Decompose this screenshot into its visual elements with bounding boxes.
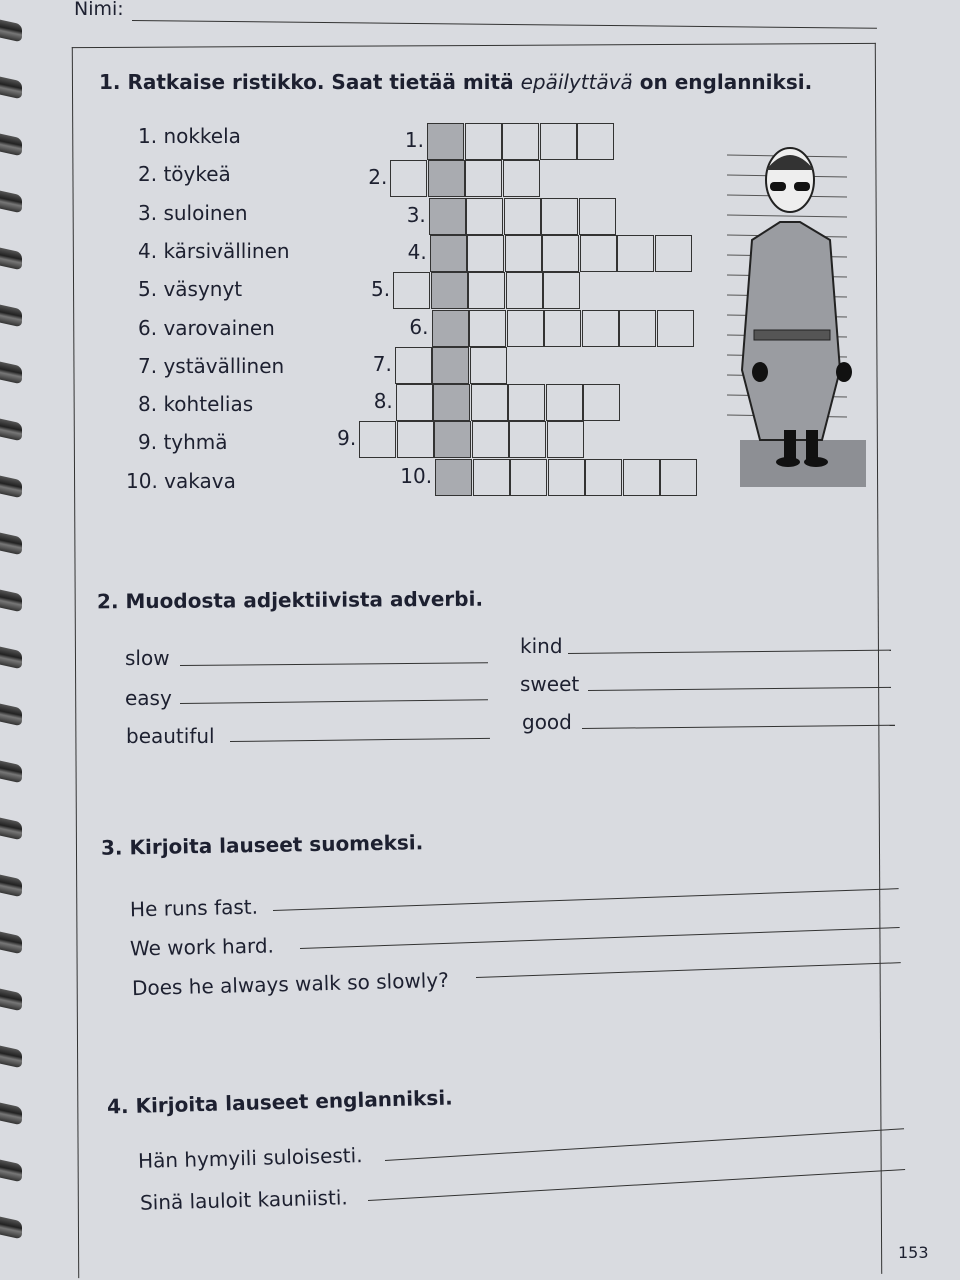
spiral-ring xyxy=(0,419,22,442)
crossword-cell-solution[interactable] xyxy=(434,421,471,458)
crossword-cell-solution[interactable] xyxy=(432,347,469,384)
crossword-cell[interactable] xyxy=(472,421,509,458)
clue-item: 1. nokkela xyxy=(138,124,241,148)
clue-item: 7. ystävällinen xyxy=(138,353,285,378)
detective-illustration xyxy=(722,140,868,490)
spiral-ring xyxy=(0,1046,22,1069)
crossword-cell[interactable] xyxy=(580,235,617,272)
crossword-cell-solution[interactable] xyxy=(430,235,467,272)
sentence: Sinä lauloit kauniisti. xyxy=(139,1185,348,1215)
title-text: on englanniksi. xyxy=(632,70,813,94)
crossword-cell[interactable] xyxy=(503,160,540,197)
spiral-ring xyxy=(0,248,22,271)
grid-row-label: 10. xyxy=(400,463,433,488)
crossword-cell[interactable] xyxy=(543,272,580,309)
grid-row-label: 7. xyxy=(372,351,392,376)
spiral-ring xyxy=(0,989,22,1012)
crossword-cell[interactable] xyxy=(623,459,660,496)
grid-row-label: 4. xyxy=(407,239,427,264)
word-slow: slow xyxy=(125,646,170,670)
word-good: good xyxy=(522,710,572,734)
crossword-cell[interactable] xyxy=(617,235,654,272)
word-easy: easy xyxy=(125,686,172,710)
crossword-cell-solution[interactable] xyxy=(431,272,468,309)
crossword-cell[interactable] xyxy=(657,310,694,347)
crossword-cell[interactable] xyxy=(540,123,577,160)
clue-item: 3. suloinen xyxy=(138,200,248,225)
crossword-cell[interactable] xyxy=(504,198,541,235)
grid-row-label: 3. xyxy=(406,202,426,227)
sentence: Does he always walk so slowly? xyxy=(131,967,450,1001)
spiral-ring xyxy=(0,590,22,613)
spiral-ring xyxy=(0,704,22,727)
exercise1-title xyxy=(99,70,812,94)
crossword-cell-solution[interactable] xyxy=(433,384,470,421)
spiral-ring xyxy=(0,77,22,100)
crossword-cell-solution[interactable] xyxy=(429,198,466,235)
grid-row-label: 5. xyxy=(371,277,391,302)
crossword-cell[interactable] xyxy=(619,310,656,347)
spiral-ring xyxy=(0,134,22,157)
crossword-cell[interactable] xyxy=(510,459,547,496)
crossword-cell[interactable] xyxy=(582,310,619,347)
crossword-cell-solution[interactable] xyxy=(427,123,464,160)
spiral-ring xyxy=(0,761,22,784)
crossword-cell[interactable] xyxy=(470,347,507,384)
crossword-cell[interactable] xyxy=(541,198,578,235)
crossword-cell[interactable] xyxy=(655,235,692,272)
spiral-ring xyxy=(0,875,22,898)
crossword-cell[interactable] xyxy=(468,272,505,309)
crossword-cell[interactable] xyxy=(546,384,583,421)
title-text: 1. Ratkaise ristikko. Saat tietää mitä xyxy=(99,70,521,94)
name-input-line[interactable] xyxy=(132,20,877,29)
spiral-ring xyxy=(0,818,22,841)
name-label: Nimi: xyxy=(74,0,124,20)
crossword-cell[interactable] xyxy=(507,310,544,347)
grid-row-label: 6. xyxy=(409,314,429,339)
crossword-cell[interactable] xyxy=(502,123,539,160)
crossword-cell[interactable] xyxy=(542,235,579,272)
exercise2-title: 2. Muodosta adjektiivista adverbi. xyxy=(96,586,484,614)
crossword-cell[interactable] xyxy=(465,160,502,197)
crossword-cell[interactable] xyxy=(473,459,510,496)
crossword-cell[interactable] xyxy=(577,123,614,160)
grid-row-label: 8. xyxy=(373,389,393,414)
crossword-cell[interactable] xyxy=(471,384,508,421)
crossword-cell[interactable] xyxy=(585,459,622,496)
word-beautiful: beautiful xyxy=(126,724,215,748)
clue-item: 6. varovainen xyxy=(138,315,275,340)
clue-item: 9. tyhmä xyxy=(138,430,228,455)
sentence: He runs fast. xyxy=(129,894,259,922)
spiral-ring xyxy=(0,1217,22,1240)
clue-item: 4. kärsivällinen xyxy=(138,238,290,263)
crossword-cell-solution[interactable] xyxy=(432,310,469,347)
crossword-cell[interactable] xyxy=(544,310,581,347)
crossword-cell[interactable] xyxy=(395,347,432,384)
spiral-ring xyxy=(0,533,22,556)
crossword-cell[interactable] xyxy=(660,459,697,496)
crossword-cell[interactable] xyxy=(469,310,506,347)
crossword-cell[interactable] xyxy=(393,272,430,309)
crossword-cell[interactable] xyxy=(509,421,546,458)
crossword-cell[interactable] xyxy=(547,421,584,458)
crossword-cell-solution[interactable] xyxy=(435,459,472,496)
crossword-cell[interactable] xyxy=(390,160,427,197)
crossword-cell[interactable] xyxy=(359,421,396,458)
crossword-cell[interactable] xyxy=(466,198,503,235)
spiral-ring xyxy=(0,1160,22,1183)
crossword-cell[interactable] xyxy=(397,421,434,458)
word-kind: kind xyxy=(520,634,563,658)
crossword-cell-solution[interactable] xyxy=(428,160,465,197)
title-italic: epäilyttävä xyxy=(520,70,633,94)
crossword-cell[interactable] xyxy=(506,272,543,309)
spiral-ring xyxy=(0,1103,22,1126)
crossword-cell[interactable] xyxy=(396,384,433,421)
spiral-ring xyxy=(0,191,22,214)
word-sweet: sweet xyxy=(520,672,580,696)
grid-row-label: 9. xyxy=(337,426,357,451)
crossword-cell[interactable] xyxy=(579,198,616,235)
spiral-ring xyxy=(0,476,22,499)
exercise3-title: 3. Kirjoita lauseet suomeksi. xyxy=(100,830,424,860)
page-number: 153 xyxy=(898,1243,929,1262)
sentence: Hän hymyili suloisesti. xyxy=(137,1143,363,1173)
clue-item: 2. töykeä xyxy=(138,162,231,187)
spiral-ring xyxy=(0,20,22,43)
spiral-ring xyxy=(0,305,22,328)
crossword-cell[interactable] xyxy=(548,459,585,496)
spiral-ring xyxy=(0,932,22,955)
exercise4-title: 4. Kirjoita lauseet englanniksi. xyxy=(106,1085,454,1119)
clue-item: 5. väsynyt xyxy=(138,277,243,302)
spiral-ring xyxy=(0,647,22,670)
clue-item: 8. kohtelias xyxy=(138,392,254,417)
crossword-cell[interactable] xyxy=(508,384,545,421)
crossword-cell[interactable] xyxy=(465,123,502,160)
clue-item: 10. vakava xyxy=(126,468,236,493)
crossword-cell[interactable] xyxy=(505,235,542,272)
crossword-cell[interactable] xyxy=(467,235,504,272)
sentence: We work hard. xyxy=(129,933,275,961)
crossword-cell[interactable] xyxy=(583,384,620,421)
grid-row-label: 1. xyxy=(404,128,424,152)
spiral-ring xyxy=(0,362,22,385)
grid-row-label: 2. xyxy=(368,165,388,190)
